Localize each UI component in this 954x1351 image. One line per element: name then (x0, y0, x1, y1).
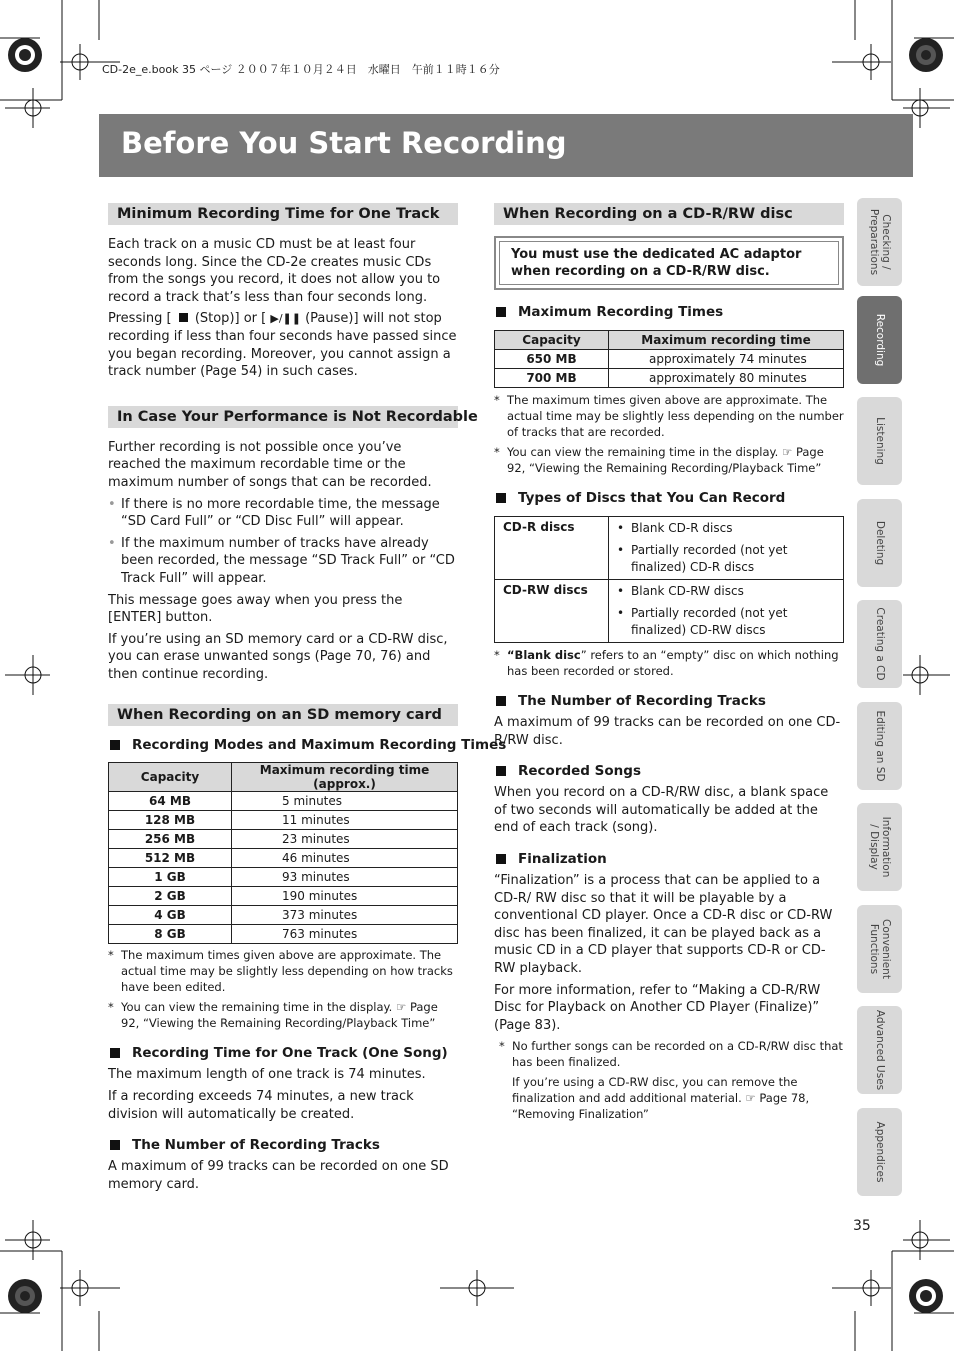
table-row (109, 811, 458, 830)
table-row (109, 906, 458, 925)
table-cell: 2 GB (109, 887, 232, 906)
table-cell: approximately 74 minutes (609, 350, 844, 369)
table-header: Capacity (495, 331, 609, 350)
paragraph: If a recording exceeds 74 minutes, a new track division will automatically be created. (108, 1089, 414, 1122)
table-cell: 190 minutes (232, 887, 458, 906)
footnote (499, 1038, 844, 1070)
text-fragment: (Stop)] or [ (194, 311, 267, 327)
subheading-text: Finalization (518, 850, 607, 867)
tab-label: Advanced Uses (873, 1009, 886, 1091)
table-row (109, 868, 458, 887)
stop-icon (179, 313, 188, 322)
tab-advanced-uses[interactable] (857, 1006, 902, 1094)
tab-label: Creating a CD (873, 607, 886, 681)
table-cell: 650 MB (495, 350, 609, 369)
list-item (108, 496, 458, 531)
table-row (495, 369, 844, 388)
footnote (494, 392, 844, 440)
section-heading-not-recordable: In Case Your Performance is Not Recordable (108, 406, 458, 428)
list-item-text: Partially recorded (not yet finalized) CD-RW discs (631, 606, 788, 637)
subheading-text: Recorded Songs (518, 763, 641, 780)
table-cell: CD-R discs (495, 517, 609, 580)
text-fragment: Pressing [ (108, 311, 172, 327)
tab-checking-preparations[interactable] (857, 198, 902, 286)
paragraph: The maximum length of one track is 74 minutes. (108, 1067, 426, 1083)
subheading-text: The Number of Recording Tracks (518, 693, 766, 709)
table-row (109, 925, 458, 944)
paragraph: A maximum of 99 tracks can be recorded on one SD memory card. (108, 1159, 449, 1192)
title-bar (99, 114, 913, 177)
asterisk-icon: * (499, 1039, 505, 1054)
table-cell: 93 minutes (232, 868, 458, 887)
section-heading-min-time: Minimum Recording Time for One Track (108, 203, 458, 225)
table-cell: 700 MB (495, 369, 609, 388)
section-heading-cd: When Recording on a CD-R/RW disc (494, 203, 844, 225)
paragraph: A maximum of 99 tracks can be recorded on one CD-R/RW disc. (494, 715, 841, 748)
table-row (495, 580, 844, 643)
subheading-text: Recording Time for One Track (One Song) (132, 1045, 448, 1062)
square-bullet-icon (496, 766, 506, 776)
bullet-icon: • (617, 606, 625, 620)
table-cell: 128 MB (109, 811, 232, 830)
paragraph: This message goes away when you press the [ENTER] button. (108, 592, 403, 626)
page-number: 35 (853, 1218, 871, 1234)
list-item (617, 605, 835, 639)
footnote-text: The maximum times given above are approximate. The actual time may be slightly less depending on the number of tracks that are recorded. (507, 393, 844, 439)
tab-label: Appendices (873, 1121, 886, 1183)
cd-capacity-table (494, 330, 844, 388)
paragraph: Each track on a music CD must be at least four seconds long. Since the CD-2e creates music CDs from the songs you record, it does not allow you to record a track that’s less than four seconds long. (108, 237, 441, 305)
paragraph: If you’re using an SD memory card or a CD-RW disc, you can erase unwanted songs (Page 70, 76) and then continue recording. (108, 631, 448, 682)
square-bullet-icon (110, 1048, 120, 1058)
paragraph: For more information, refer to “Making a CD-R/RW Disc for Playback on Another CD Player (Finalize)” (Page 83). (494, 982, 821, 1033)
table-header: Capacity (109, 763, 232, 792)
section-heading-sd: When Recording on an SD memory card (108, 704, 458, 726)
bullet-list (108, 496, 458, 588)
footnote-text: ” refers to an “empty” disc on which nothing has been recorded or stored. (507, 648, 839, 678)
table-header: Maximum recording time (approx.) (232, 763, 458, 792)
tab-label: Editing an SD (873, 710, 886, 782)
asterisk-icon: * (494, 445, 500, 459)
table-cell (609, 517, 844, 580)
footnote-text: The maximum times given above are approximate. The actual time may be slightly less depending on how tracks have been edited. (121, 948, 453, 995)
list-item (617, 583, 835, 600)
table-cell: 64 MB (109, 792, 232, 811)
tab-recording[interactable] (857, 296, 902, 384)
table-row (109, 887, 458, 906)
list-item (617, 520, 835, 537)
tab-listening[interactable] (857, 397, 902, 485)
tab-convenient-functions[interactable] (857, 905, 902, 993)
play-pause-icon: ▶/❚❚ (270, 312, 301, 326)
list-item-text: Partially recorded (not yet finalized) CD-R discs (631, 543, 788, 574)
table-cell: 5 minutes (232, 792, 458, 811)
tab-appendices[interactable] (857, 1108, 902, 1196)
subheading-recording-modes (108, 737, 507, 754)
table-cell: 46 minutes (232, 849, 458, 868)
footnote-text: You can view the remaining time in the display. ☞ Page 92, “Viewing the Remaining Recording/Playback Time” (121, 1000, 438, 1031)
square-bullet-icon (110, 1140, 120, 1150)
bullet-icon: • (617, 521, 625, 535)
subheading-finalization (494, 851, 844, 867)
asterisk-icon: * (494, 393, 500, 407)
tab-creating-a-cd[interactable] (857, 600, 902, 688)
subheading-text: Recording Modes and Maximum Recording Times (132, 737, 507, 754)
list-item-text: Blank CD-R discs (631, 521, 733, 535)
tab-label: Deleting (873, 520, 886, 566)
footnote-continued (499, 1074, 844, 1122)
subheading-max-times (494, 304, 844, 320)
table-cell: approximately 80 minutes (609, 369, 844, 388)
table-cell: 512 MB (109, 849, 232, 868)
square-bullet-icon (496, 696, 506, 706)
disc-types-table (494, 516, 844, 643)
asterisk-icon: * (108, 1000, 114, 1015)
bullet-icon: • (108, 535, 116, 551)
subheading-recorded-songs (494, 763, 844, 779)
footnote-text: If you’re using a CD-RW disc, you can remove the finalization and add additional material. ☞ Page 78, “Removing Finalization” (512, 1075, 810, 1122)
bullet-icon: • (617, 543, 625, 557)
table-cell: 8 GB (109, 925, 232, 944)
table-cell: 11 minutes (232, 811, 458, 830)
table-row (495, 517, 844, 580)
tab-label: Listening (873, 417, 886, 465)
tab-label: Information / Display (867, 816, 892, 878)
square-bullet-icon (496, 854, 506, 864)
table-cell: 1 GB (109, 868, 232, 887)
table-row (109, 792, 458, 811)
text-fragment: (Pause)] will not stop recording if less than four seconds have passed since you began recording. Moreover, you cannot assign a track number (Page 54) in such cases. (108, 311, 457, 380)
paragraph-stop-pause (108, 310, 458, 380)
subheading-disc-types (494, 490, 844, 506)
page-title: Before You Start Recording (121, 126, 567, 160)
list-item-text: If the maximum number of tracks have already been recorded, the message “SD Track Full” or “CD Track Full” will appear. (121, 535, 455, 586)
tab-deleting[interactable] (857, 499, 902, 587)
list-item (617, 542, 835, 576)
table-cell (609, 580, 844, 643)
footnote-text: You can view the remaining time in the display. ☞ Page 92, “Viewing the Remaining Recording/Playback Time” (507, 445, 824, 475)
subheading-text: The Number of Recording Tracks (132, 1137, 380, 1154)
table-cell: 23 minutes (232, 830, 458, 849)
table-header: Maximum recording time (609, 331, 844, 350)
square-bullet-icon (110, 740, 120, 750)
right-column (494, 203, 844, 1126)
subheading-text: Types of Discs that You Can Record (518, 490, 786, 506)
subheading-cd-num-tracks (494, 693, 844, 709)
list-item-text: If there is no more recordable time, the message “SD Card Full” or “CD Disc Full” will appear. (121, 496, 440, 530)
table-cell: 763 minutes (232, 925, 458, 944)
table-row (495, 350, 844, 369)
sd-capacity-table (108, 762, 458, 944)
table-row (109, 830, 458, 849)
table-cell: 373 minutes (232, 906, 458, 925)
footnote (108, 947, 458, 995)
subheading-text: Maximum Recording Times (518, 304, 724, 320)
list-item (108, 535, 458, 588)
warning-text: You must use the dedicated AC adaptor when recording on a CD-R/RW disc. (499, 241, 839, 285)
asterisk-icon: * (108, 948, 114, 963)
tab-information-display[interactable] (857, 803, 902, 891)
tab-label: Recording (873, 313, 886, 367)
footnote (108, 999, 458, 1031)
tab-label: Convenient Functions (867, 919, 892, 979)
warning-box (494, 236, 844, 290)
bullet-icon: • (617, 584, 625, 598)
footnote-text: No further songs can be recorded on a CD-R/RW disc that has been finalized. (512, 1039, 843, 1070)
tab-label: Checking / Preparations (867, 208, 892, 276)
footnote-bold: “Blank disc (507, 648, 581, 662)
left-column (108, 203, 507, 1197)
subheading-sd-num-tracks (108, 1137, 458, 1153)
asterisk-icon: * (494, 648, 500, 662)
paragraph: “Finalization” is a process that can be applied to a CD-R/ RW disc so that it will be playable by a conventional CD player. Once a CD-R disc or CD-RW disc has been finalized, it can be played back as a music CD in a CD player that supports CD-R or CD-RW playback. (494, 872, 833, 976)
subheading-one-track (108, 1045, 458, 1061)
table-cell: 256 MB (109, 830, 232, 849)
square-bullet-icon (496, 493, 506, 503)
footnote (494, 647, 844, 679)
print-header: CD-2e_e.book 35 ページ ２００７年１０月２４日 水曜日 午前１１時１６分 (102, 63, 500, 76)
list-item-text: Blank CD-RW discs (631, 584, 744, 598)
footnote (494, 444, 844, 476)
paragraph: Further recording is not possible once you’ve reached the maximum recordable time or the maximum number of songs that can be recorded. (108, 439, 432, 490)
paragraph: When you record on a CD-R/RW disc, a blank space of two seconds will automatically be added at the end of each track (song). (494, 785, 829, 836)
table-row (109, 849, 458, 868)
table-cell: CD-RW discs (495, 580, 609, 643)
table-cell: 4 GB (109, 906, 232, 925)
square-bullet-icon (496, 307, 506, 317)
bullet-icon: • (108, 496, 116, 512)
tab-editing-an-sd[interactable] (857, 702, 902, 790)
